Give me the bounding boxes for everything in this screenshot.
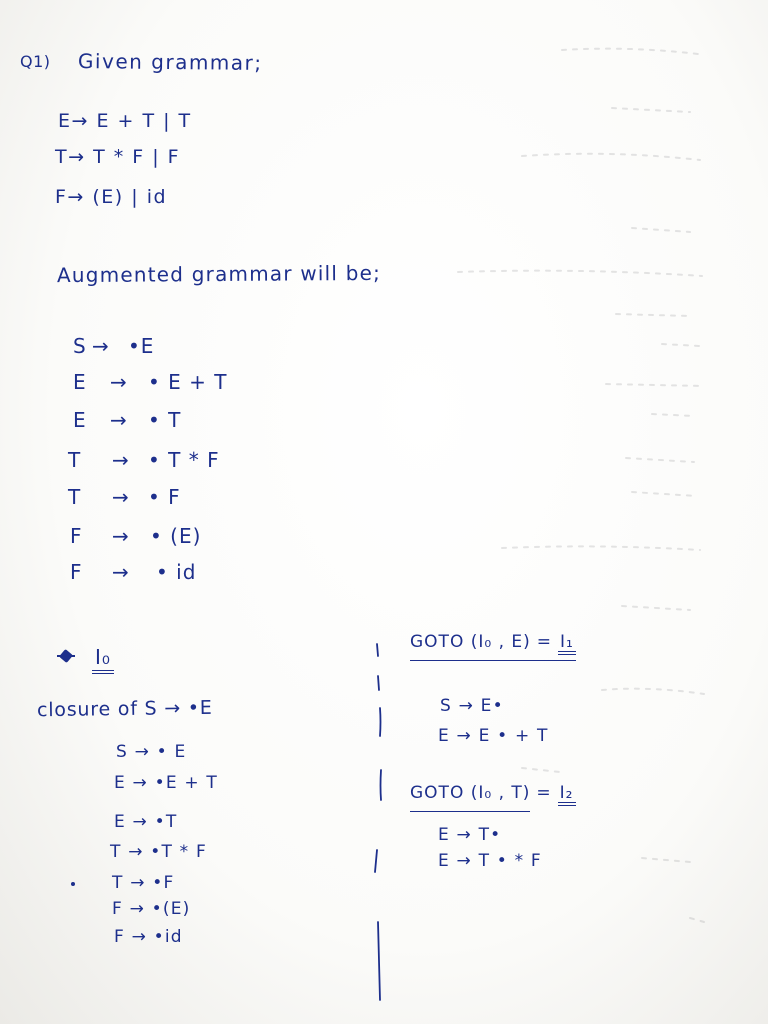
item-rhs: • T * F bbox=[148, 448, 220, 472]
grammar-production: E→ E + T | T bbox=[58, 110, 192, 132]
closure-item: S → • E bbox=[116, 742, 187, 762]
goto-call: GOTO (I₀ , T) bbox=[410, 781, 530, 812]
goto-underlined-group bbox=[410, 630, 576, 661]
question-number: Q1) bbox=[20, 52, 51, 71]
closure-item: E → •E + T bbox=[114, 773, 218, 793]
item-lhs: S bbox=[73, 334, 87, 358]
augmented-item bbox=[0, 485, 400, 511]
grammar-production: T→ T * F | F bbox=[55, 146, 181, 168]
closure-item: T → •F bbox=[112, 873, 175, 893]
closure-item: F → •id bbox=[114, 927, 183, 947]
closure-heading: closure of S → •E bbox=[36, 696, 213, 722]
item-lhs: F bbox=[70, 560, 83, 584]
augmented-item bbox=[0, 408, 400, 434]
arrow-glyph: → bbox=[112, 560, 130, 584]
goto-item: S → E• bbox=[440, 696, 504, 716]
state-label-wrapper bbox=[92, 646, 114, 671]
arrow-glyph: → bbox=[112, 448, 130, 472]
question-heading: Given grammar; bbox=[77, 49, 263, 75]
augmented-heading: Augmented grammar will be; bbox=[56, 260, 382, 288]
goto-item: E → E • + T bbox=[438, 726, 549, 746]
arrow-glyph: → bbox=[112, 524, 130, 548]
goto-equals: = bbox=[536, 632, 553, 652]
goto-item: E → T • * F bbox=[438, 851, 542, 871]
goto-call: GOTO (I₀ , E) bbox=[410, 632, 531, 652]
arrow-glyph: → bbox=[112, 485, 130, 509]
closure-item: T → •T * F bbox=[110, 842, 207, 862]
item-lhs: F bbox=[70, 524, 83, 548]
closure-item: F → •(E) bbox=[112, 899, 191, 919]
closure-item: E → •T bbox=[114, 812, 178, 832]
arrow-glyph: → bbox=[92, 334, 110, 358]
item-rhs: • (E) bbox=[150, 524, 202, 548]
goto-item: E → T• bbox=[438, 825, 502, 845]
item-lhs: E bbox=[73, 408, 87, 432]
item-lhs: T bbox=[68, 485, 82, 509]
state-i0-label: I₀ bbox=[92, 645, 114, 674]
stray-ink-dot bbox=[71, 882, 75, 886]
arrow-glyph: → bbox=[110, 408, 128, 432]
goto-target-state: I₁ bbox=[558, 633, 576, 655]
augmented-item bbox=[0, 334, 400, 360]
item-rhs: •E bbox=[128, 334, 155, 358]
item-rhs: • E + T bbox=[148, 370, 228, 394]
arrow-glyph: → bbox=[110, 370, 128, 394]
item-rhs: • F bbox=[148, 485, 181, 509]
augmented-item bbox=[0, 370, 400, 396]
augmented-item bbox=[0, 448, 400, 474]
goto-heading bbox=[410, 781, 576, 812]
item-lhs: T bbox=[68, 448, 82, 472]
augmented-item bbox=[0, 524, 400, 550]
goto-equals: = bbox=[536, 783, 552, 803]
item-rhs: • id bbox=[156, 560, 197, 584]
goto-target-state: I₂ bbox=[558, 784, 576, 806]
goto-heading bbox=[410, 630, 576, 661]
augmented-item bbox=[0, 560, 400, 586]
grammar-production: F→ (E) | id bbox=[55, 186, 168, 208]
item-lhs: E bbox=[73, 370, 87, 394]
item-rhs: • T bbox=[148, 408, 182, 432]
